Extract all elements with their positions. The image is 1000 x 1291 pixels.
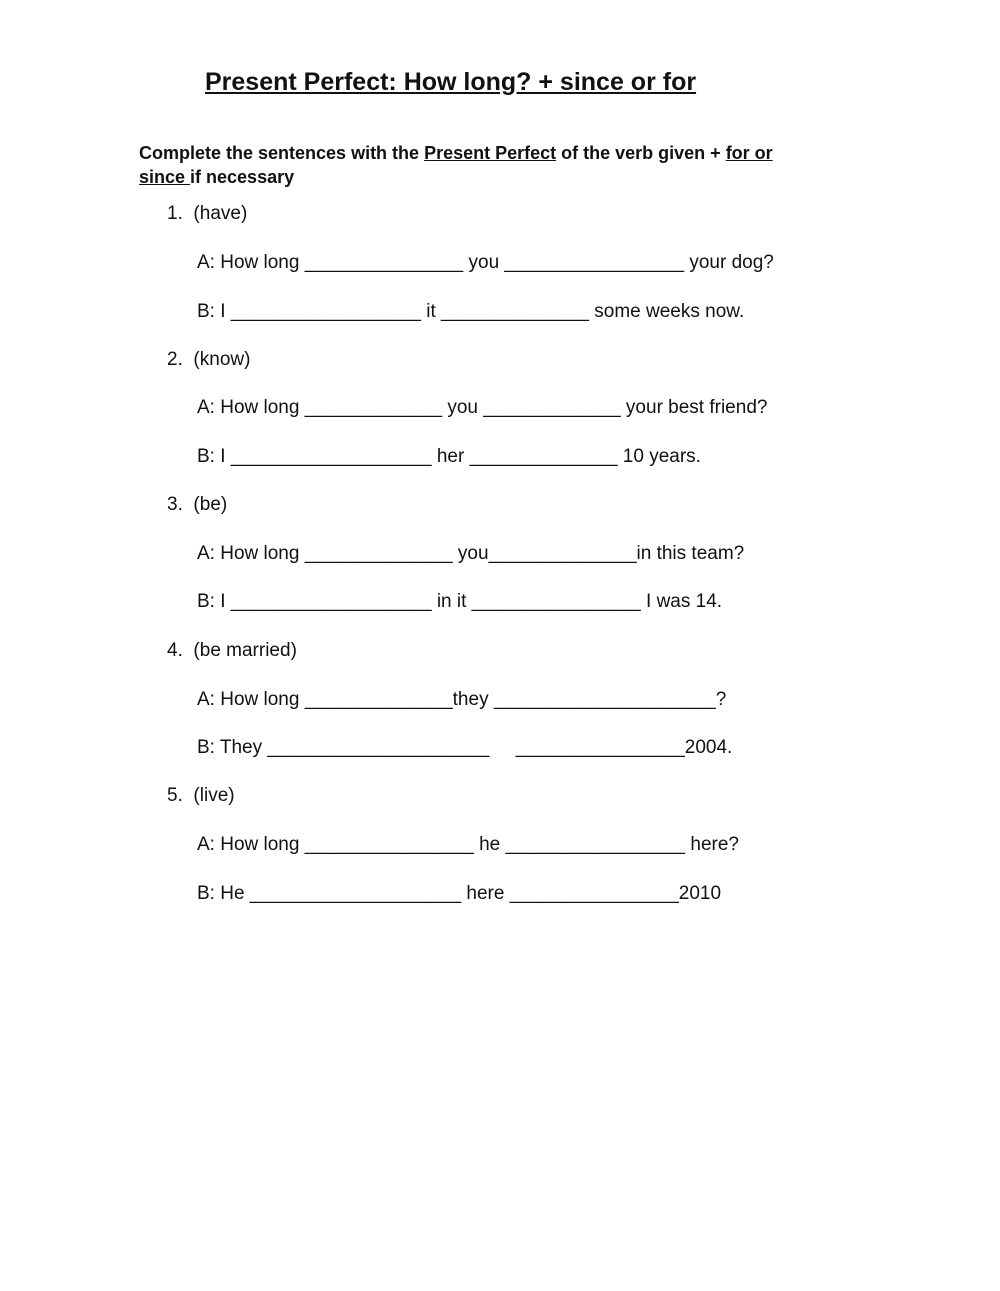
- item-verb: (live): [193, 785, 235, 806]
- item-verb: (know): [193, 349, 251, 370]
- item-4-answer: B: They _____________________ ________________2004.: [197, 737, 733, 758]
- worksheet-title: Present Perfect: How long? + since or for: [205, 68, 697, 96]
- item-1-question: A: How long _______________ you _________________ your dog?: [197, 252, 774, 273]
- since-term: since: [139, 167, 191, 187]
- item-number: 5.: [167, 785, 183, 806]
- item-verb: (have): [193, 203, 248, 224]
- instructions-text: of the verb given +: [556, 143, 726, 163]
- item-verb: (be): [193, 494, 228, 515]
- instructions: [139, 141, 859, 189]
- item-number: 2.: [167, 349, 183, 370]
- present-perfect-term: Present Perfect: [424, 143, 557, 163]
- item-number: 1.: [167, 203, 183, 224]
- item-verb: (be married): [193, 640, 297, 661]
- item-2-header: [167, 348, 250, 372]
- instructions-text: Complete the sentences with the: [139, 143, 425, 163]
- item-number: 4.: [167, 640, 183, 661]
- item-4-question: A: How long ______________they _____________________?: [197, 689, 727, 710]
- item-1-answer: B: I __________________ it ______________ some weeks now.: [197, 301, 745, 322]
- item-4-header: [167, 639, 297, 663]
- item-2-question: A: How long _____________ you _____________ your best friend?: [197, 397, 768, 418]
- item-1-header: [167, 202, 247, 226]
- item-5-header: [167, 784, 235, 808]
- instructions-text: if necessary: [190, 167, 295, 187]
- item-5-question: A: How long ________________ he _________________ here?: [197, 834, 739, 855]
- for-or-term: for or: [725, 143, 773, 163]
- item-number: 3.: [167, 494, 183, 515]
- item-5-answer: B: He ____________________ here ________________2010: [197, 883, 722, 904]
- item-3-question: A: How long ______________ you______________in this team?: [197, 543, 745, 564]
- item-3-header: [167, 493, 227, 517]
- item-2-answer: B: I ___________________ her ______________ 10 years.: [197, 446, 701, 467]
- item-3-answer: B: I ___________________ in it ________________ I was 14.: [197, 591, 723, 612]
